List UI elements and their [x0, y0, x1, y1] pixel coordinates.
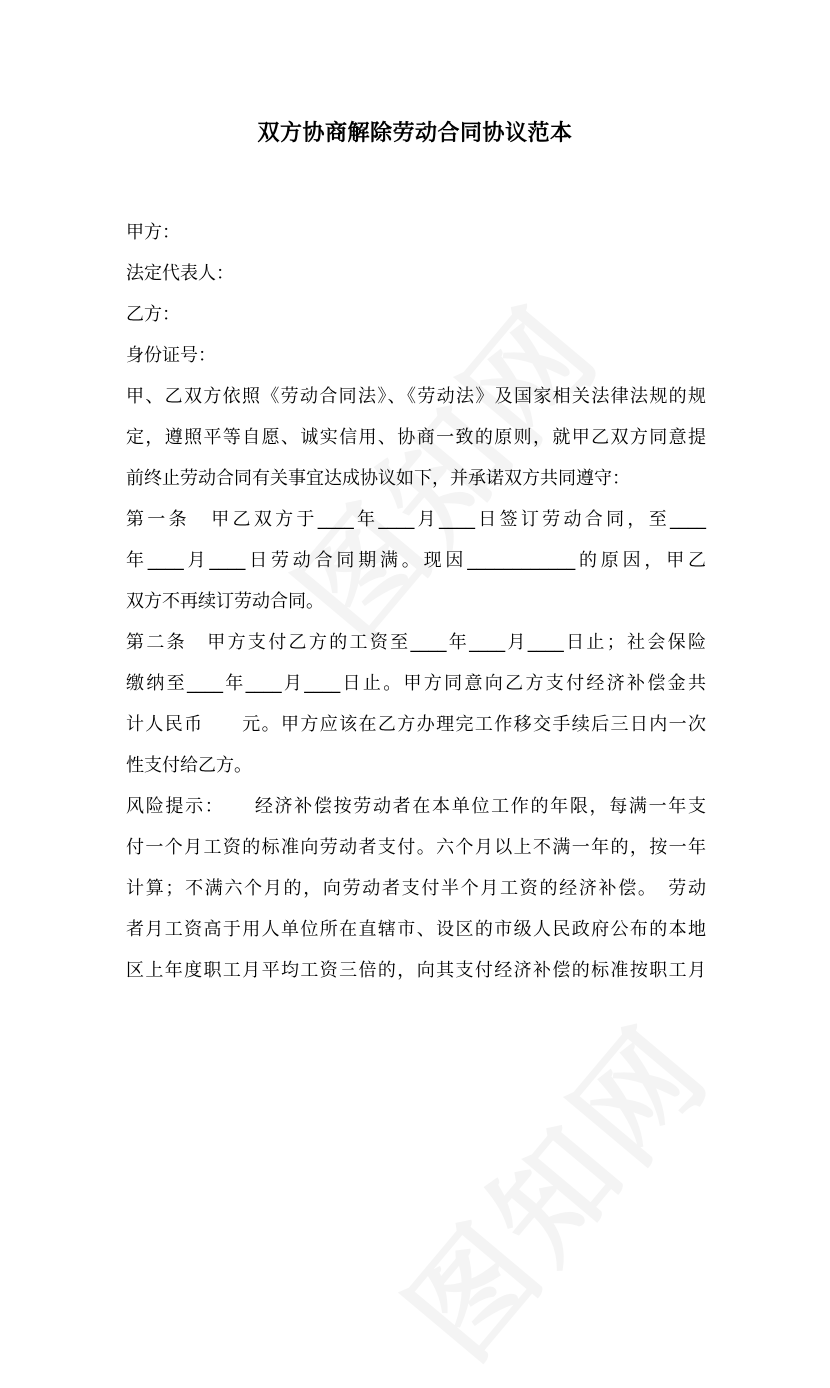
- article-2-line: 缴纳至____年____月____日止。甲方同意向乙方支付经济补偿金共: [126, 673, 706, 694]
- party-b-label: 乙方：: [126, 304, 180, 325]
- article-2-line: 计人民币 元。甲方应该在乙方办理完工作移交手续后三日内一次: [126, 714, 706, 735]
- legal-representative-label: 法定代表人：: [126, 263, 234, 284]
- article-2-line: 第二条 甲方支付乙方的工资至____年____月____日止；社会保险: [126, 632, 706, 653]
- article-2-line: 性支付给乙方。: [126, 755, 252, 776]
- watermark: [363, 984, 742, 1388]
- risk-notice-line: 计算；不满六个月的，向劳动者支付半个月工资的经济补偿。 劳动: [126, 878, 706, 899]
- risk-notice-line: 付一个月工资的标准向劳动者支付。六个月以上不满一年的，按一年: [126, 837, 706, 858]
- party-a-label: 甲方：: [126, 222, 180, 243]
- preamble-line: 定，遵照平等自愿、诚实信用、协商一致的原则，就甲乙双方同意提: [126, 427, 706, 448]
- risk-notice-line: 者月工资高于用人单位所在直辖市、设区的市级人民政府公布的本地: [126, 919, 706, 940]
- id-number-label: 身份证号：: [126, 345, 216, 366]
- article-1-line: 年____月____日劳动合同期满。现因____________的原因，甲乙: [126, 550, 706, 571]
- risk-notice-line: 区上年度职工月平均工资三倍的，向其支付经济补偿的标准按职工月: [126, 960, 706, 981]
- article-1-line: 第一条 甲乙双方于____年____月____日签订劳动合同，至____: [126, 509, 706, 530]
- article-1-line: 双方不再续订劳动合同。: [126, 591, 324, 612]
- risk-notice-line: 风险提示： 经济补偿按劳动者在本单位工作的年限，每满一年支: [126, 796, 706, 817]
- document-title: 双方协商解除劳动合同协议范本: [257, 121, 573, 146]
- preamble-line: 前终止劳动合同有关事宜达成协议如下，并承诺双方共同遵守：: [126, 468, 630, 489]
- preamble-line: 甲、乙双方依照《劳动合同法》、《劳动法》及国家相关法律法规的规: [126, 386, 706, 407]
- document-body: [126, 212, 706, 991]
